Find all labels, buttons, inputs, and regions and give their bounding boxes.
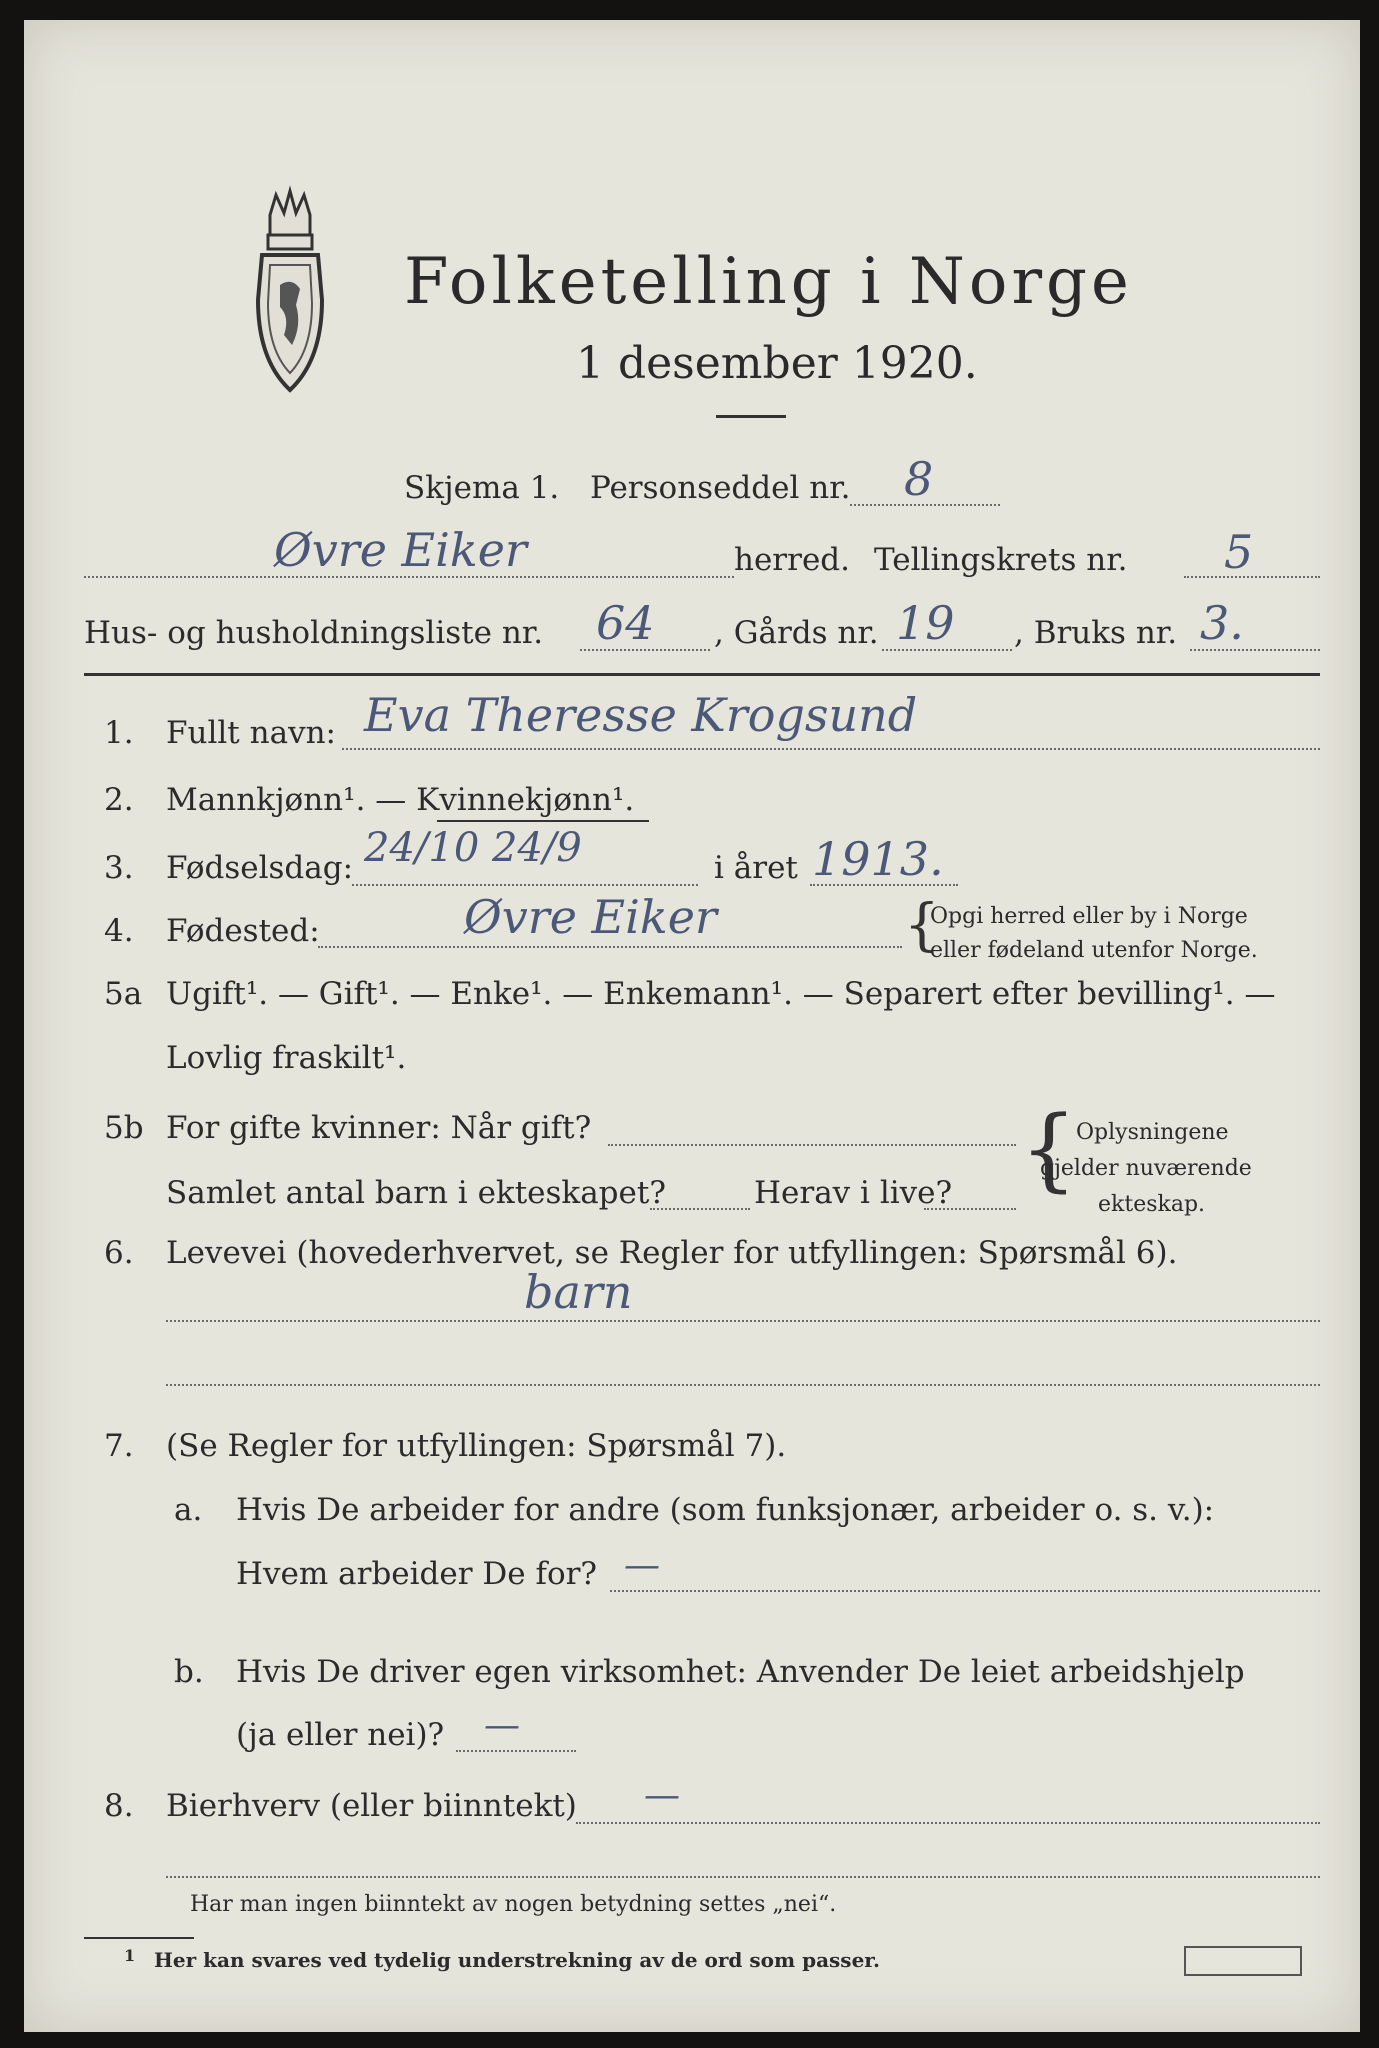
q5b-note-line2: gjelder nuværende xyxy=(1040,1156,1252,1181)
q4-note-line1: Opgi herred eller by i Norge xyxy=(930,904,1248,929)
schema-label: Skjema 1. xyxy=(404,470,560,506)
personseddel-label: Personseddel nr. xyxy=(590,470,851,506)
form-date: 1 desember 1920. xyxy=(576,338,978,389)
census-form-sheet xyxy=(24,20,1360,2032)
q5a-label-line1: Ugift¹. — Gift¹. — Enke¹. — Enkemann¹. — Separert efter bevilling¹. — xyxy=(166,976,1276,1012)
q6-label: Levevei (hovederhvervet, se Regler for utfyllingen: Spørsmål 6). xyxy=(166,1235,1178,1271)
personseddel-value[interactable]: 8 xyxy=(904,452,934,506)
q8-value[interactable]: — xyxy=(644,1775,680,1816)
q7a-label: Hvis De arbeider for andre (som funksjonær, arbeider o. s. v.): xyxy=(236,1492,1215,1528)
form-title: Folketelling i Norge xyxy=(404,245,1133,319)
q5b-note-brace: { xyxy=(1020,1097,1078,1202)
q1-number: 1. xyxy=(104,715,134,751)
bruks-label: , Bruks nr. xyxy=(1014,615,1178,651)
q6-number: 6. xyxy=(104,1235,134,1271)
q5b-children-line xyxy=(650,1208,750,1210)
title-divider xyxy=(716,415,786,418)
q3-date-line xyxy=(352,884,698,886)
tellingskrets-value[interactable]: 5 xyxy=(1224,525,1254,579)
q7b-janei-value[interactable]: — xyxy=(484,1705,520,1746)
q3-date-value[interactable]: 24/10 24/9 xyxy=(364,825,582,871)
q7b-janei-label: (ja eller nei)? xyxy=(236,1717,445,1753)
q1-value[interactable]: Eva Theresse Krogsund xyxy=(364,688,918,742)
q3-label: Fødselsdag: xyxy=(166,850,354,886)
husholdningsliste-value[interactable]: 64 xyxy=(596,596,655,650)
q5b-married-label: For gifte kvinner: Når gift? xyxy=(166,1110,592,1146)
q4-label: Fødested: xyxy=(166,913,320,949)
q8-line2 xyxy=(166,1876,1320,1878)
q4-value[interactable]: Øvre Eiker xyxy=(464,890,717,944)
q5b-number: 5b xyxy=(104,1110,144,1146)
gards-label: , Gårds nr. xyxy=(714,615,879,651)
q5b-alive-line xyxy=(924,1208,1016,1210)
section-divider xyxy=(84,673,1320,676)
q1-label: Fullt navn: xyxy=(166,715,336,751)
q6-value[interactable]: barn xyxy=(524,1265,633,1319)
q6-line1 xyxy=(166,1320,1320,1322)
husholdningsliste-label: Hus- og husholdningsliste nr. xyxy=(84,615,544,651)
q2-number: 2. xyxy=(104,782,134,818)
q7a-employer-line xyxy=(610,1590,1320,1592)
coat-of-arms-icon xyxy=(240,185,340,400)
q7-number: 7. xyxy=(104,1428,134,1464)
q3-year-value[interactable]: 1913. xyxy=(812,832,944,886)
footnote-divider xyxy=(84,1937,194,1939)
q5b-note-line3: ekteskap. xyxy=(1098,1192,1206,1217)
q8-line xyxy=(576,1822,1320,1824)
q5a-label-line2: Lovlig fraskilt¹. xyxy=(166,1040,407,1076)
q5a-number: 5a xyxy=(104,976,143,1012)
q7a-employer-value[interactable]: — xyxy=(624,1545,660,1586)
q4-note-brace: { xyxy=(904,893,940,958)
q5b-children-label: Samlet antal barn i ekteskapet? xyxy=(166,1175,666,1211)
q5b-married-line xyxy=(608,1144,1016,1146)
q4-line xyxy=(318,946,902,948)
q2-label: Mannkjønn¹. — Kvinnekjønn¹. xyxy=(166,782,635,818)
q3-number: 3. xyxy=(104,850,134,886)
gards-value[interactable]: 19 xyxy=(896,596,955,650)
tellingskrets-label: Tellingskrets nr. xyxy=(874,542,1128,578)
herred-label: herred. xyxy=(734,542,850,578)
q4-note-line2: eller fødeland utenfor Norge. xyxy=(930,938,1258,963)
footer-note: Har man ingen biinntekt av nogen betydning settes „nei“. xyxy=(190,1892,837,1917)
q7a-employer-label: Hvem arbeider De for? xyxy=(236,1556,598,1592)
footnote-text: Her kan svares ved tydelig understrekning av de ord som passer. xyxy=(154,1948,880,1972)
q7a-letter: a. xyxy=(174,1492,203,1528)
q7-label: (Se Regler for utfyllingen: Spørsmål 7). xyxy=(166,1428,787,1464)
herred-value[interactable]: Øvre Eiker xyxy=(274,523,527,577)
bruks-value[interactable]: 3. xyxy=(1200,596,1244,650)
footnote-marker: 1 xyxy=(124,1946,136,1965)
q8-label: Bierhverv (eller biinntekt) xyxy=(166,1788,577,1824)
q7b-janei-line xyxy=(456,1750,576,1752)
q3-year-label: i året xyxy=(714,850,798,886)
q1-line xyxy=(342,748,1320,750)
q5b-note-line1: Oplysningene xyxy=(1076,1120,1229,1145)
q5b-alive-label: Herav i live? xyxy=(754,1175,953,1211)
q6-line2 xyxy=(166,1384,1320,1386)
q2-underline-kvinnekjonn xyxy=(437,820,649,822)
q7b-label: Hvis De driver egen virksomhet: Anvender De leiet arbeidshjelp xyxy=(236,1654,1245,1690)
printer-stamp xyxy=(1184,1946,1302,1976)
q7b-letter: b. xyxy=(174,1654,204,1690)
q4-number: 4. xyxy=(104,913,134,949)
q8-number: 8. xyxy=(104,1788,134,1824)
